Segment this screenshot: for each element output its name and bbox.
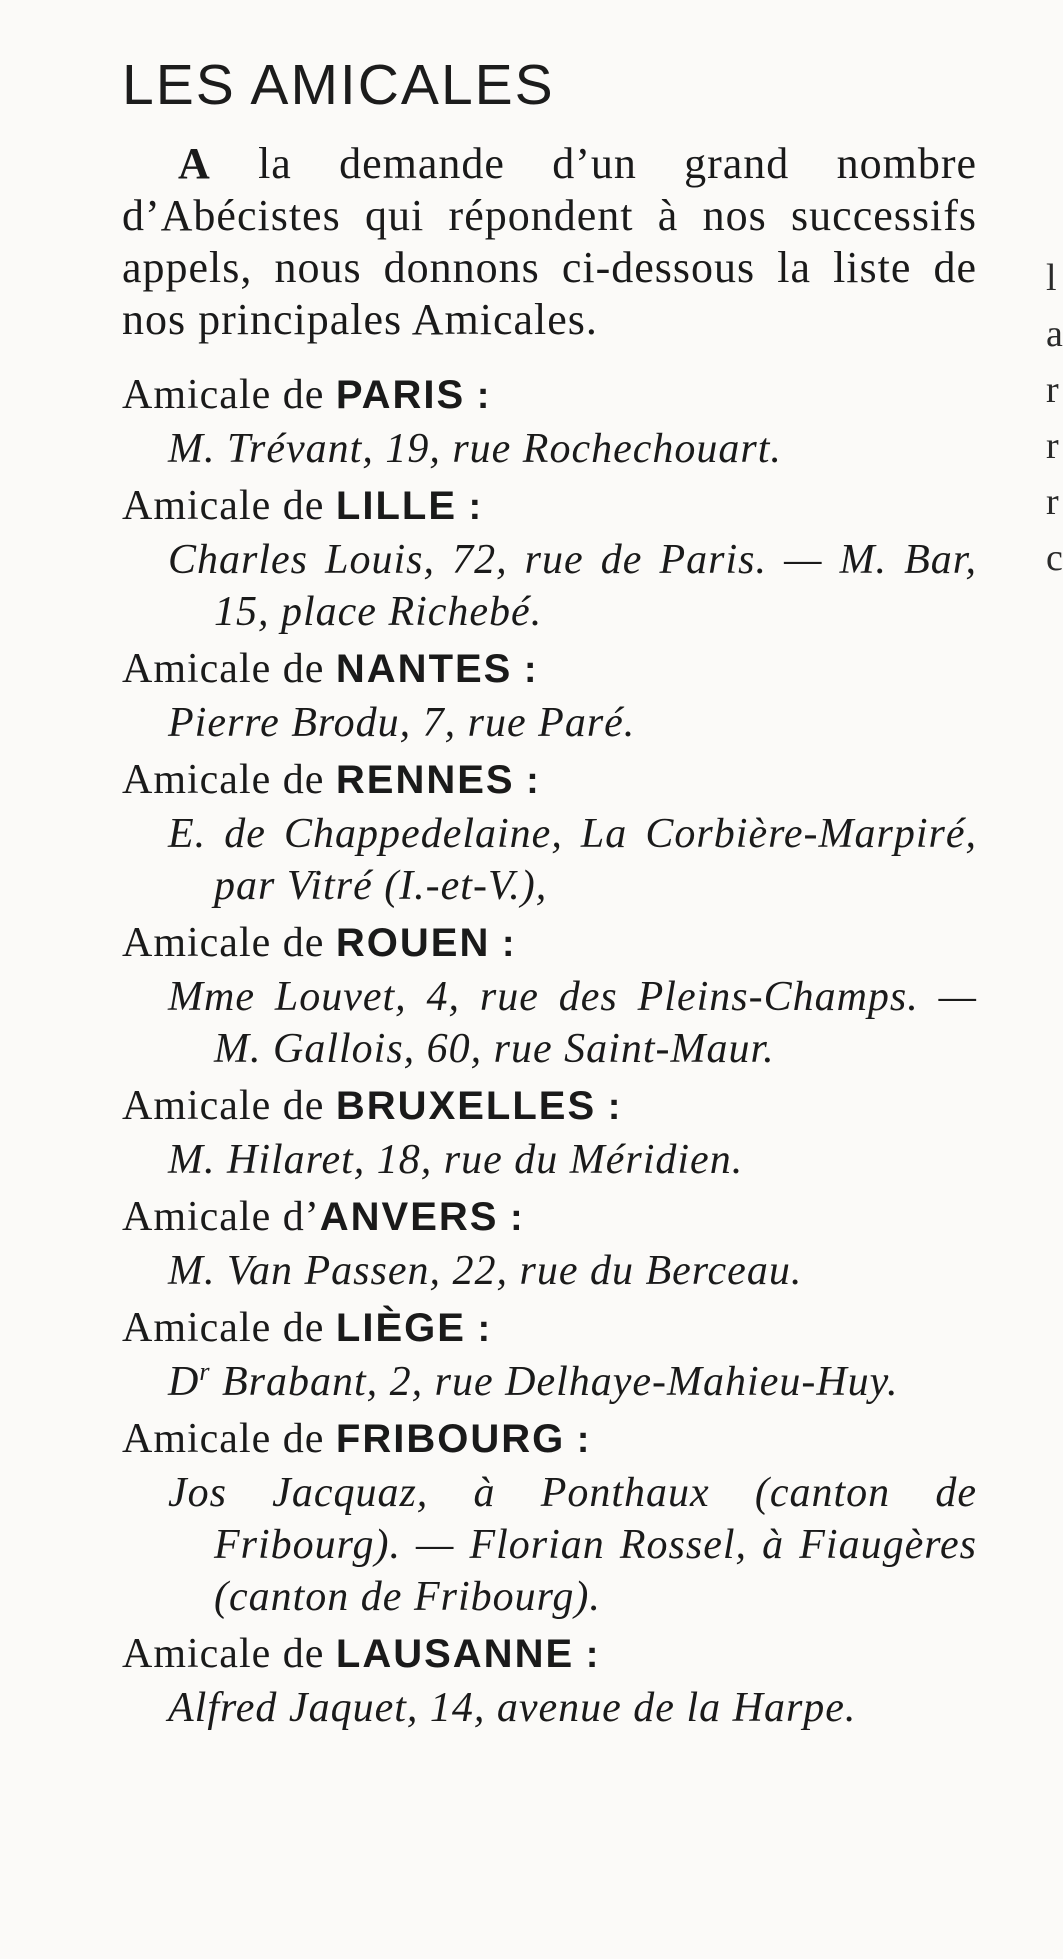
entry-address: Alfred Jaquet, 14, avenue de la Harpe. — [168, 1685, 857, 1731]
city-name: PARIS — [335, 373, 466, 417]
adjacent-page-edge-text — [1046, 250, 1063, 586]
entry-prefix: Amicale de — [122, 1631, 336, 1677]
entry-address: E. de Chappedelaine, La Corbière-Marpiré, par Vitré (I.-et-V.), — [168, 811, 977, 909]
list-item — [122, 1190, 977, 1297]
entry-colon: : — [574, 1634, 600, 1676]
entry-colon: : — [457, 486, 483, 528]
list-item — [122, 479, 977, 638]
list-item — [122, 1301, 977, 1408]
entry-prefix: Amicale de — [122, 646, 336, 692]
entry-colon: : — [465, 1308, 492, 1350]
title-abbrev-superscript: r — [199, 1357, 211, 1386]
entry-address — [122, 1356, 977, 1408]
entry-prefix: Amicale de — [122, 483, 336, 529]
entry-colon: : — [596, 1086, 622, 1128]
list-item — [122, 916, 977, 1075]
margin-glyph: c — [1046, 537, 1063, 579]
city-name: NANTES — [335, 647, 513, 691]
entry-heading — [122, 368, 977, 423]
margin-glyph: r — [1046, 481, 1059, 523]
city-name: RENNES — [335, 758, 515, 802]
entry-prefix: Amicale de — [122, 372, 336, 418]
entry-colon: : — [512, 649, 538, 691]
entry-heading — [122, 1190, 977, 1245]
entry-address: Mme Louvet, 4, rue des Pleins-Champs. — M. Gallois, 60, rue Saint-Maur. — [168, 974, 977, 1072]
entry-prefix: Amicale d’ — [122, 1194, 320, 1240]
entry-prefix: Amicale de — [122, 757, 336, 803]
city-name: LAUSANNE — [335, 1632, 575, 1676]
amicales-list — [122, 368, 977, 1734]
city-name: LILLE — [335, 484, 457, 528]
page — [122, 48, 977, 1738]
entry-prefix: Amicale de — [122, 920, 336, 966]
list-item — [122, 1627, 977, 1734]
page-title: LES AMICALES — [122, 53, 555, 117]
entry-heading — [122, 642, 977, 697]
entry-address: Jos Jacquaz, à Ponthaux (canton de Fribourg). — Florian Rossel, à Fiaugères (canton de Fribourg). — [168, 1470, 977, 1620]
city-name: FRIBOURG — [335, 1417, 566, 1461]
entry-prefix: Amicale de — [122, 1083, 336, 1129]
entry-address: Charles Louis, 72, rue de Paris. — M. Bar, 15, place Richebé. — [168, 537, 977, 635]
entry-heading — [122, 1079, 977, 1134]
margin-glyph: r — [1046, 425, 1059, 467]
list-item — [122, 753, 977, 912]
entry-address-text: Brabant, 2, rue Delhaye-Mahieu-Huy. — [210, 1359, 899, 1405]
entry-heading — [122, 1412, 977, 1467]
margin-glyph: r — [1046, 369, 1059, 411]
entry-colon: : — [490, 923, 516, 965]
entry-prefix: Amicale de — [122, 1416, 336, 1462]
entry-address: Pierre Brodu, 7, rue Paré. — [168, 700, 636, 746]
intro-dropcap: A — [178, 139, 211, 188]
entry-colon: : — [465, 375, 491, 417]
city-name: ROUEN — [335, 921, 491, 965]
entry-prefix: Amicale de — [122, 1305, 336, 1351]
entry-heading — [122, 1301, 977, 1356]
entry-address: M. Trévant, 19, rue Rochechouart. — [168, 426, 782, 472]
entry-heading — [122, 1627, 977, 1682]
list-item — [122, 642, 977, 749]
entry-colon: : — [565, 1419, 591, 1461]
entry-heading — [122, 753, 977, 808]
intro-text: la demande d’un grand nombre d’Abécistes qui répondent à nos successifs appels, nous donnons ci-dessous la liste de nos principales Amicales. — [122, 139, 977, 344]
margin-glyph: l — [1046, 257, 1057, 299]
list-item — [122, 1079, 977, 1186]
entry-address: M. Hilaret, 18, rue du Méridien. — [168, 1137, 744, 1183]
list-item — [122, 368, 977, 475]
entry-heading — [122, 916, 977, 971]
entry-colon: : — [514, 760, 540, 802]
intro-paragraph — [122, 138, 977, 346]
margin-glyph: a — [1046, 313, 1063, 355]
city-name: BRUXELLES — [335, 1084, 597, 1128]
entry-heading — [122, 479, 977, 534]
entry-colon: : — [498, 1197, 524, 1239]
city-name: LIÈGE — [335, 1306, 466, 1350]
city-name: ANVERS — [319, 1195, 499, 1239]
entry-address: M. Van Passen, 22, rue du Berceau. — [168, 1248, 803, 1294]
list-item — [122, 1412, 977, 1623]
title-abbrev: D — [168, 1359, 200, 1405]
